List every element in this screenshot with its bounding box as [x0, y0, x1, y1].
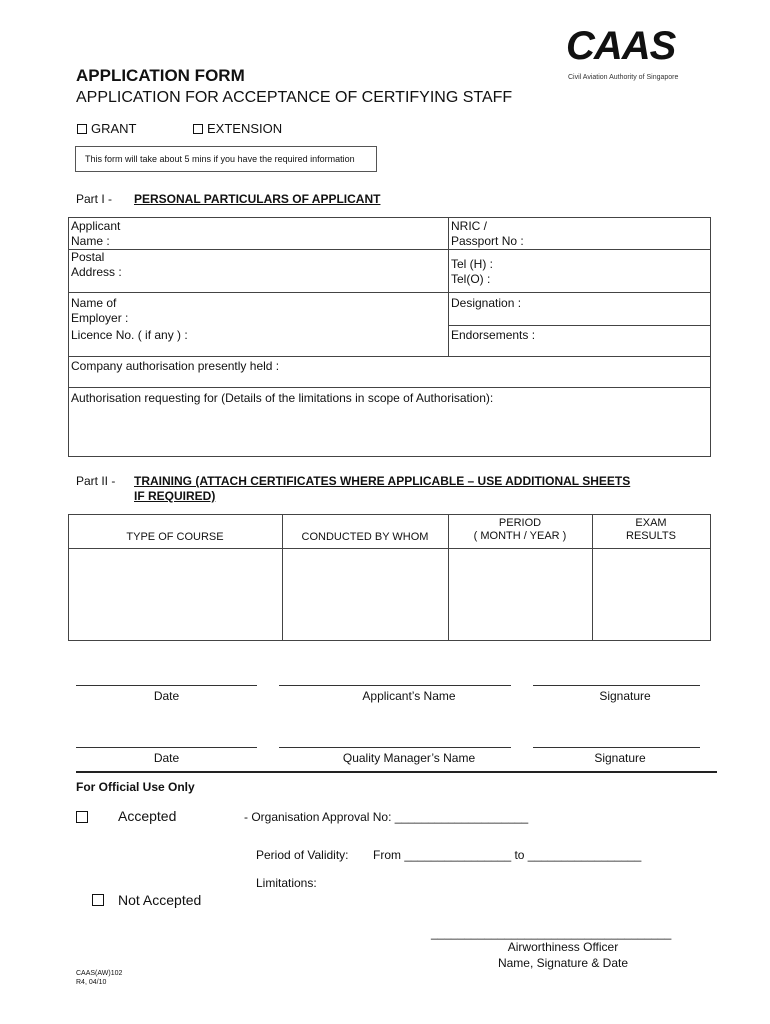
caas-logo-tagline: Civil Aviation Authority of Singapore	[568, 74, 679, 81]
official-divider	[76, 771, 717, 773]
limitations-label[interactable]: Limitations:	[256, 876, 317, 890]
employer-field[interactable]: Name of Employer :	[71, 296, 129, 325]
extension-checkbox[interactable]	[193, 124, 203, 134]
exam-results-header: EXAM RESULTS	[626, 517, 676, 542]
part1-title: PERSONAL PARTICULARS OF APPLICANT	[134, 192, 381, 206]
endorsements-field[interactable]: Endorsements :	[451, 328, 536, 342]
caas-logo: CAAS	[566, 24, 676, 68]
info-note: This form will take about 5 mins if you have the required information	[75, 146, 377, 172]
period-entry-cell[interactable]	[449, 549, 592, 640]
type-of-course-header: TYPE OF COURSE	[126, 531, 224, 543]
accepted-label: Accepted	[118, 808, 177, 824]
extension-label: EXTENSION	[207, 121, 283, 136]
part2-title: TRAINING (ATTACH CERTIFICATES WHERE APPLICABLE – USE ADDITIONAL SHEETS IF REQUIRED)	[134, 474, 631, 503]
date-label-1: Date	[153, 689, 180, 703]
period-header: PERIOD ( MONTH / YEAR )	[473, 517, 567, 542]
form-code: CAAS(AW)102 R4, 04/10	[76, 970, 123, 986]
date-line-1[interactable]	[76, 685, 257, 686]
officer-title: Airworthiness Officer	[507, 940, 619, 954]
accepted-checkbox[interactable]	[76, 811, 88, 823]
conducted-by-entry-cell[interactable]	[283, 549, 448, 640]
quality-manager-signature-line[interactable]	[533, 747, 700, 748]
date-label-2: Date	[153, 751, 180, 765]
applicant-name-field[interactable]: Applicant Name :	[71, 219, 121, 248]
applicant-name-label: Applicant’s Name	[362, 689, 456, 703]
part2-label: Part II -	[76, 474, 116, 488]
grant-checkbox[interactable]	[77, 124, 87, 134]
quality-manager-name-line[interactable]	[279, 747, 511, 748]
extension-option[interactable]	[193, 121, 282, 136]
licence-field[interactable]: Licence No. ( if any ) :	[71, 328, 188, 342]
course-entry-cell[interactable]	[69, 549, 282, 640]
not-accepted-label: Not Accepted	[118, 892, 202, 908]
validity-range-field[interactable]: From ________________ to _________________	[373, 848, 642, 862]
date-line-2[interactable]	[76, 747, 257, 748]
conducted-by-header: CONDUCTED BY WHOM	[301, 531, 429, 543]
quality-manager-name-label: Quality Manager’s Name	[342, 751, 476, 765]
authorisation-requesting-field[interactable]: Authorisation requesting for (Details of the limitations in scope of Authorisation):	[71, 391, 494, 405]
nric-field[interactable]: NRIC / Passport No :	[451, 219, 524, 248]
grant-label: GRANT	[91, 121, 137, 136]
approval-no-field[interactable]: - Organisation Approval No: ____________________	[244, 810, 529, 824]
tel-field[interactable]: Tel (H) : Tel(O) :	[451, 257, 493, 286]
quality-manager-signature-label: Signature	[594, 751, 646, 765]
not-accepted-checkbox[interactable]	[92, 894, 104, 906]
postal-address-field[interactable]: Postal Address :	[71, 250, 122, 279]
applicant-name-line[interactable]	[279, 685, 511, 686]
official-use-heading: For Official Use Only	[76, 780, 195, 794]
part1-label: Part I -	[76, 192, 113, 206]
applicant-signature-line[interactable]	[533, 685, 700, 686]
company-authorisation-field[interactable]: Company authorisation presently held :	[71, 359, 280, 373]
applicant-signature-label: Signature	[599, 689, 651, 703]
designation-field[interactable]: Designation :	[451, 296, 522, 310]
officer-subtitle: Name, Signature & Date	[497, 956, 629, 970]
exam-results-entry-cell[interactable]	[593, 549, 710, 640]
officer-signature-line[interactable]: ____________________________________	[431, 926, 672, 940]
form-title: APPLICATION FORM	[76, 66, 245, 85]
form-subtitle: APPLICATION FOR ACCEPTANCE OF CERTIFYING STAFF	[76, 89, 513, 106]
validity-label: Period of Validity:	[256, 848, 349, 862]
grant-option[interactable]	[77, 121, 137, 136]
